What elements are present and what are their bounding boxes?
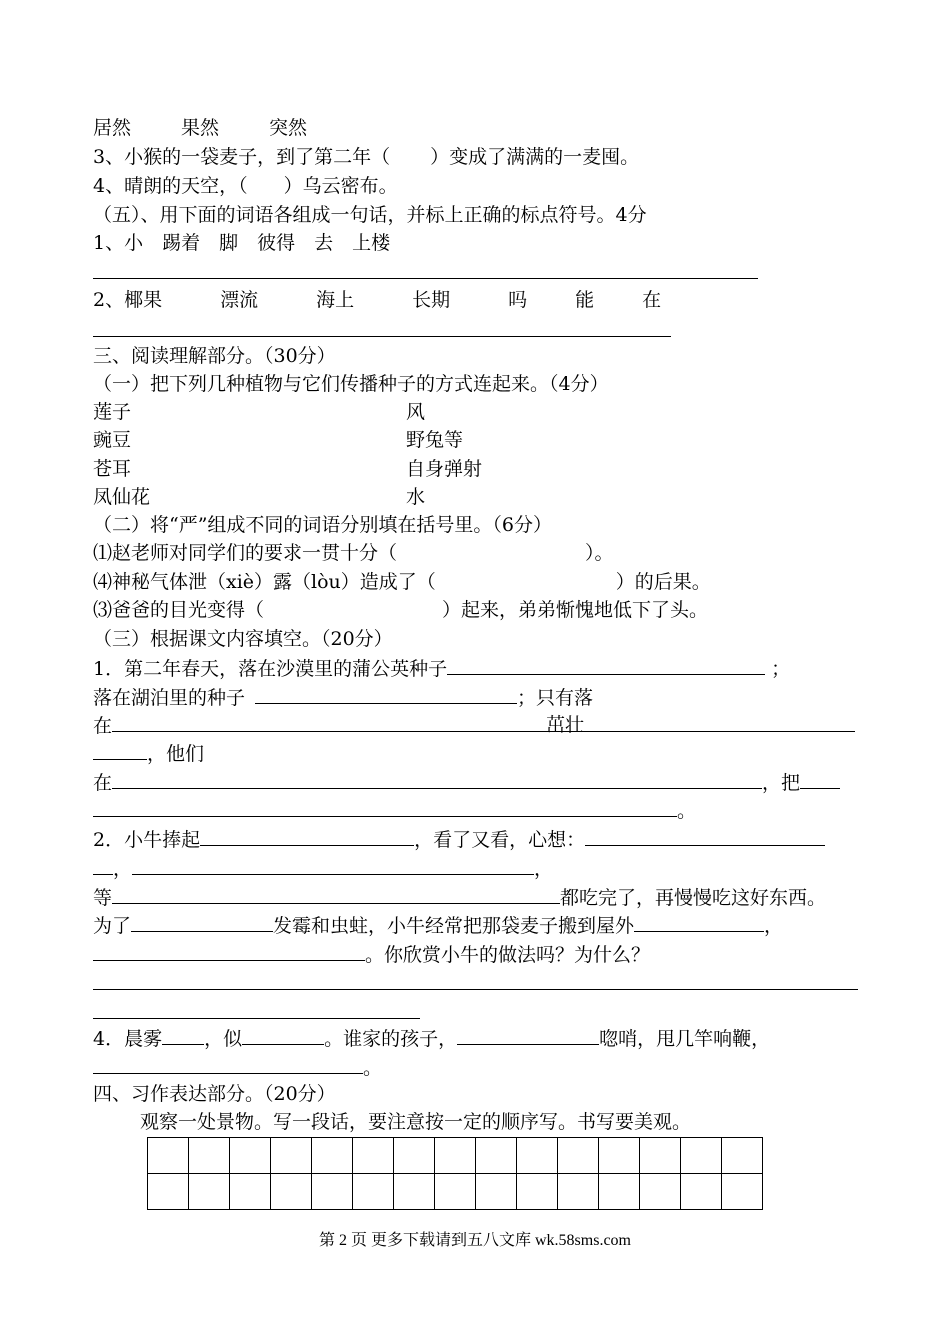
fill-text: 发霉和虫蛀，小牛经常把那袋麦子搬到屋外 (273, 915, 635, 937)
fill-text: ⑷神秘气体泄（xiè）露（lòu）造成了（ (93, 571, 436, 593)
fill-line (93, 770, 840, 795)
fill-text: 茁壮 (546, 714, 585, 736)
word-item: 2、椰果 (93, 289, 163, 311)
word-item: 长期 (412, 289, 451, 311)
grid-cell[interactable] (394, 1174, 435, 1210)
grid-cell[interactable] (435, 1174, 476, 1210)
grid-cell[interactable] (599, 1174, 640, 1210)
grid-cell[interactable] (558, 1174, 599, 1210)
fill-text: 为了 (93, 915, 132, 937)
section-3-part-1-title: （一）把下列几种植物与它们传播种子的方式连起来。（4分） (93, 373, 609, 395)
fill-text: 4．晨雾 (93, 1028, 163, 1050)
fill-in-2 (93, 570, 711, 594)
grid-cell[interactable] (722, 1138, 763, 1174)
match-row (93, 428, 464, 452)
answer-blank[interactable] (200, 827, 414, 846)
fill-text: ⑶爸爸的目光变得（ (93, 599, 265, 621)
word-item: 能 (575, 289, 595, 311)
plant-name: 莲子 (93, 401, 132, 423)
answer-line (93, 278, 758, 279)
grid-cell[interactable] (722, 1174, 763, 1210)
grid-cell[interactable] (148, 1138, 189, 1174)
plant-name: 豌豆 (93, 429, 132, 451)
grid-cell[interactable] (230, 1174, 271, 1210)
fill-text: ， (534, 858, 554, 880)
grid-cell[interactable] (476, 1174, 517, 1210)
fill-text: 1．第二年春天，落在沙漠里的蒲公英种子 (93, 658, 448, 680)
answer-line (93, 1018, 420, 1019)
fill-text: ）起来，弟弟惭愧地低下了头。 (442, 599, 709, 621)
grid-cell[interactable] (681, 1174, 722, 1210)
grid-row (148, 1138, 763, 1174)
writing-grid (147, 1137, 763, 1210)
fill-text: 2．小牛捧起 (93, 829, 201, 851)
dispersal-method: 风 (406, 401, 426, 423)
grid-cell[interactable] (353, 1174, 394, 1210)
fill-line (93, 1055, 382, 1080)
fill-in-3 (93, 598, 708, 622)
part5-sentence-2 (93, 288, 661, 312)
question-4-text: 4、晴朗的天空，（ (93, 175, 248, 197)
page-footer: 第 2 页 更多下载请到五八文库 wk.58sms.com (318, 1232, 631, 1249)
grid-cell[interactable] (435, 1138, 476, 1174)
word-choice-line (93, 116, 307, 140)
grid-cell[interactable] (640, 1174, 681, 1210)
grid-cell[interactable] (312, 1138, 353, 1174)
answer-blank[interactable] (131, 913, 273, 932)
word-option: 突然 (269, 117, 308, 139)
grid-cell[interactable] (312, 1174, 353, 1210)
word-item: 在 (642, 289, 662, 311)
fill-text: ）的后果。 (615, 571, 711, 593)
grid-cell[interactable] (517, 1138, 558, 1174)
answer-blank[interactable] (93, 741, 147, 760)
answer-blank[interactable] (457, 1026, 599, 1045)
fill-line (93, 913, 783, 938)
grid-cell[interactable] (271, 1174, 312, 1210)
fill-text: 都吃完了，再慢慢吃这好东西。 (560, 887, 827, 909)
answer-blank[interactable] (93, 856, 113, 875)
fill-text: ，他们 (147, 743, 205, 765)
question-4-text-end: ）乌云密布。 (283, 175, 398, 197)
answer-blank[interactable] (800, 770, 840, 789)
grid-cell[interactable] (230, 1138, 271, 1174)
answer-blank[interactable] (93, 798, 677, 817)
grid-cell[interactable] (189, 1138, 230, 1174)
answer-blank[interactable] (93, 1055, 363, 1074)
dispersal-method: 自身弹射 (406, 458, 483, 480)
grid-cell[interactable] (189, 1174, 230, 1210)
section-3-part-2-title: （二）将“严”组成不同的词语分别填在括号里。（6分） (93, 514, 553, 536)
word-item: 吗 (508, 289, 528, 311)
answer-blank[interactable] (112, 770, 762, 789)
match-row (93, 485, 426, 509)
fill-line (93, 885, 826, 910)
fill-text: ⑴赵老师对同学们的要求一贯十分（ (93, 542, 398, 564)
answer-blank[interactable] (447, 656, 765, 675)
grid-cell[interactable] (640, 1138, 681, 1174)
fill-text: 等 (93, 887, 113, 909)
fill-text: ）。 (585, 542, 614, 564)
grid-cell[interactable] (558, 1138, 599, 1174)
fill-text: 唿哨，甩几竿响鞭， (599, 1028, 771, 1050)
fill-in-1 (93, 541, 614, 565)
fill-line (93, 741, 204, 766)
plant-name: 凤仙花 (93, 486, 151, 508)
grid-cell[interactable] (148, 1174, 189, 1210)
fill-line (93, 713, 855, 738)
answer-blank[interactable] (634, 913, 764, 932)
fill-text: ，似 (204, 1028, 243, 1050)
fill-text: 在 (93, 772, 113, 794)
fill-text: 。 (677, 800, 697, 822)
answer-blank[interactable] (255, 685, 517, 704)
fill-text: ，看了又看，心想： (414, 829, 586, 851)
fill-text: 。谁家的孩子， (324, 1028, 458, 1050)
fill-text: 在 (93, 715, 113, 737)
fill-line (93, 685, 593, 710)
section-4-title: 四、习作表达部分。（20分） (93, 1083, 336, 1105)
match-row (93, 457, 483, 481)
match-row (93, 400, 426, 424)
answer-blank[interactable] (242, 1026, 324, 1045)
answer-line (93, 989, 858, 990)
fill-text: ； (771, 658, 791, 680)
part5-sentence-1: 1、小 踢着 脚 彼得 去 上楼 (93, 232, 391, 254)
word-option: 居然 (93, 117, 132, 139)
section-3-title: 三、阅读理解部分。（30分） (93, 345, 336, 367)
grid-cell[interactable] (681, 1138, 722, 1174)
question-3 (93, 145, 639, 169)
dispersal-method: 水 (406, 486, 426, 508)
word-item: 海上 (316, 289, 355, 311)
writing-prompt: 观察一处景物。写一段话，要注意按一定的顺序写。书写要美观。 (140, 1111, 692, 1133)
answer-blank[interactable] (162, 1026, 204, 1045)
answer-line (93, 336, 671, 337)
answer-blank[interactable] (132, 856, 534, 875)
fill-text: 落在湖泊里的种子 (93, 687, 246, 709)
grid-row (148, 1174, 763, 1210)
word-option: 果然 (181, 117, 220, 139)
word-item: 漂流 (220, 289, 259, 311)
question-3-text-end: ）变成了满满的一麦囤。 (430, 146, 640, 168)
fill-line (93, 942, 650, 967)
fill-text: 。 (363, 1057, 383, 1079)
answer-blank[interactable] (585, 827, 825, 846)
fill-line (93, 798, 696, 823)
question-3-text: 3、小猴的一袋麦子，到了第二年（ (93, 146, 391, 168)
answer-blank[interactable] (93, 942, 365, 961)
fill-text: ；只有落 (517, 687, 594, 709)
fill-text: ， (113, 858, 133, 880)
fill-text: ，把 (762, 772, 801, 794)
section-3-part-3-title: （三）根据课文内容填空。（20分） (93, 628, 393, 650)
question-4 (93, 174, 398, 198)
fill-text: 。你欣赏小牛的做法吗？为什么？ (365, 944, 651, 966)
dispersal-method: 野兔等 (406, 429, 464, 451)
fill-line (93, 656, 790, 681)
plant-name: 苍耳 (93, 458, 132, 480)
grid-cell[interactable] (599, 1138, 640, 1174)
fill-line (93, 856, 553, 881)
grid-cell[interactable] (476, 1138, 517, 1174)
grid-cell[interactable] (353, 1138, 394, 1174)
fill-line (93, 1026, 770, 1051)
part5-title: （五）、用下面的词语各组成一句话，并标上正确的标点符号。4分 (93, 204, 647, 226)
fill-text: ， (764, 915, 784, 937)
answer-blank[interactable] (112, 713, 855, 736)
grid-cell[interactable] (271, 1138, 312, 1174)
fill-line (93, 827, 825, 852)
answer-blank[interactable] (112, 885, 560, 904)
grid-cell[interactable] (394, 1138, 435, 1174)
grid-cell[interactable] (517, 1174, 558, 1210)
